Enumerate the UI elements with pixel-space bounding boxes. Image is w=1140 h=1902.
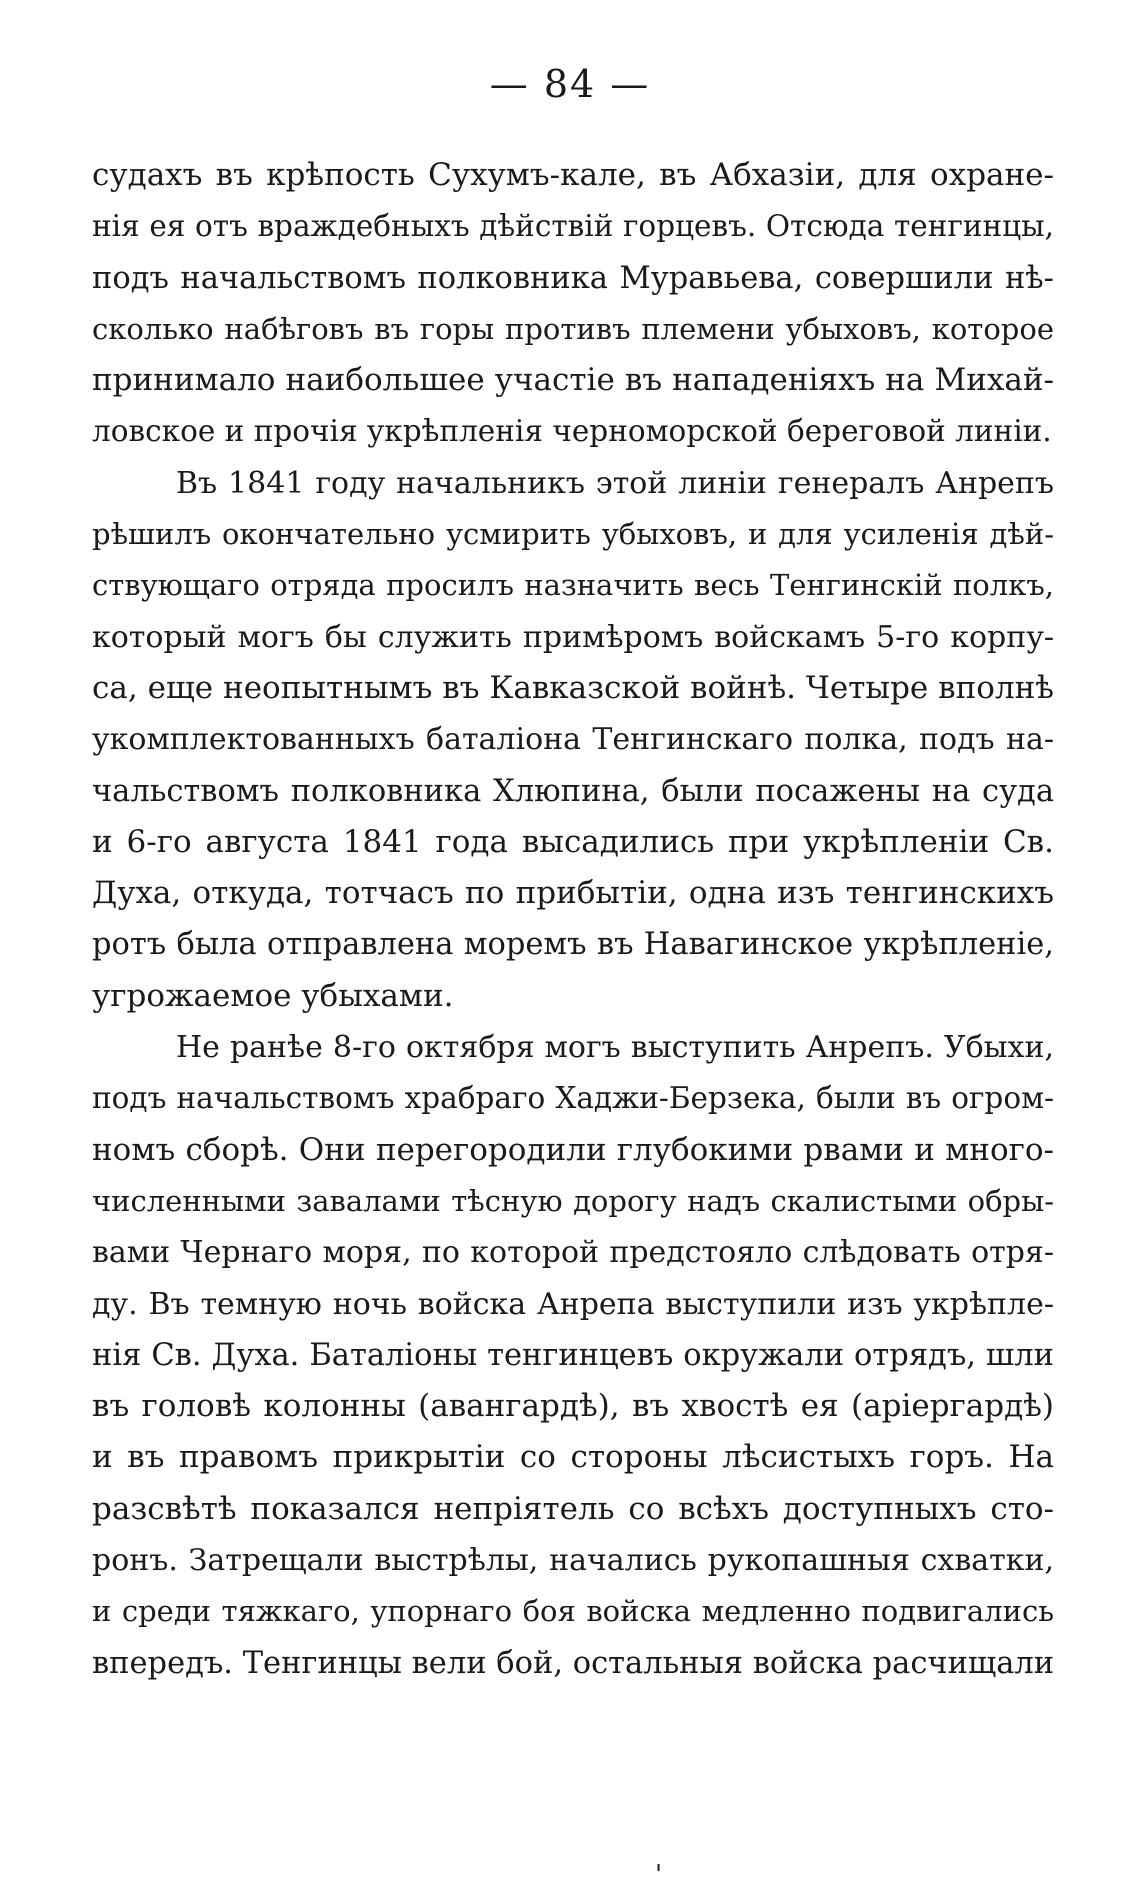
text-line: впередъ. Тенгинцы вели бой, остальныя войска расчищали: [92, 1645, 1055, 1681]
text-line: принимало наибольшее участіе въ нападеніяхъ на Михай-: [92, 362, 1054, 399]
stray-ink-mark: ': [655, 1860, 663, 1890]
text-line: подъ начальствомъ полковника Муравьева, совершили нѣ-: [92, 260, 1054, 296]
text-line: подъ начальствомъ храбраго Хаджи-Берзека, были въ огром-: [92, 1081, 1054, 1116]
text-line: номъ сборѣ. Они перегородили глубокими рвами и много-: [92, 1131, 1054, 1168]
text-line: ду. Въ темную ночь войска Анрепа выступили изъ укрѣпле-: [92, 1286, 1054, 1322]
text-line: рѣшилъ окончательно усмирить убыховъ, и для усиленія дѣй-: [92, 517, 1054, 552]
text-line: чальствомъ полковника Хлюпина, были посажены на суда: [92, 773, 1054, 809]
page-number: — 84 —: [489, 62, 651, 106]
text-line: ронъ. Затрещали выстрѣлы, начались рукопашныя схватки,: [92, 1543, 1054, 1579]
text-line: и 6-го августа 1841 года высадились при укрѣпленіи Св.: [92, 823, 1054, 860]
text-line: ротъ была отправлена моремъ въ Навагинское укрѣпленіе,: [92, 927, 1054, 963]
text-line: ловское и прочія укрѣпленія черноморской береговой линіи.: [92, 414, 1052, 449]
text-line: угрожаемое убыхами.: [92, 977, 454, 1014]
text-line: разсвѣтѣ показался непріятель со всѣхъ доступныхъ сто-: [92, 1490, 1054, 1527]
paragraph-start-line: Въ 1841 году начальникъ этой линіи генералъ Анрепъ: [176, 465, 1054, 501]
text-line: численными завалами тѣсную дорогу надъ скалистыми обры-: [92, 1183, 1054, 1218]
text-line: который могъ бы служить примѣромъ войскамъ 5-го корпу-: [92, 619, 1054, 655]
text-line: въ головѣ колонны (авангардѣ), въ хвостѣ ея (аріергардѣ): [92, 1388, 1054, 1425]
text-line: нія ея отъ враждебныхъ дѣйствій горцевъ. Отсюда тенгинцы,: [92, 209, 1054, 244]
paragraph-start-line: Не ранѣе 8-го октября могъ выступить Анрепъ. Убыхи,: [176, 1030, 1054, 1066]
text-line: Духа, откуда, тотчасъ по прибытіи, одна изъ тенгинскихъ: [92, 875, 1054, 912]
text-line: и въ правомъ прикрытіи со стороны лѣсистыхъ горъ. На: [92, 1439, 1054, 1476]
text-line: са, еще неопытнымъ въ Кавказской войнѣ. Четыре вполнѣ: [92, 669, 1054, 706]
text-line: укомплектованныхъ баталіона Тенгинскаго полка, подъ на-: [92, 722, 1054, 758]
text-line: судахъ въ крѣпость Сухумъ-кале, въ Абхазіи, для охране-: [92, 157, 1054, 193]
body-text: [92, 150, 1054, 1689]
text-line: вами Чернаго моря, по которой предстояло слѣдовать отря-: [92, 1235, 1054, 1271]
text-line: ствующаго отряда просилъ назначить весь Тенгинскій полкъ,: [92, 568, 1054, 603]
text-line: сколько набѣговъ въ горы противъ племени убыховъ, которое: [92, 311, 1054, 346]
text-line: и среди тяжкаго, упорнаго боя войска медленно подвигались: [92, 1594, 1054, 1629]
text-line: нія Св. Духа. Баталіоны тенгинцевъ окружали отрядъ, шли: [92, 1337, 1054, 1373]
